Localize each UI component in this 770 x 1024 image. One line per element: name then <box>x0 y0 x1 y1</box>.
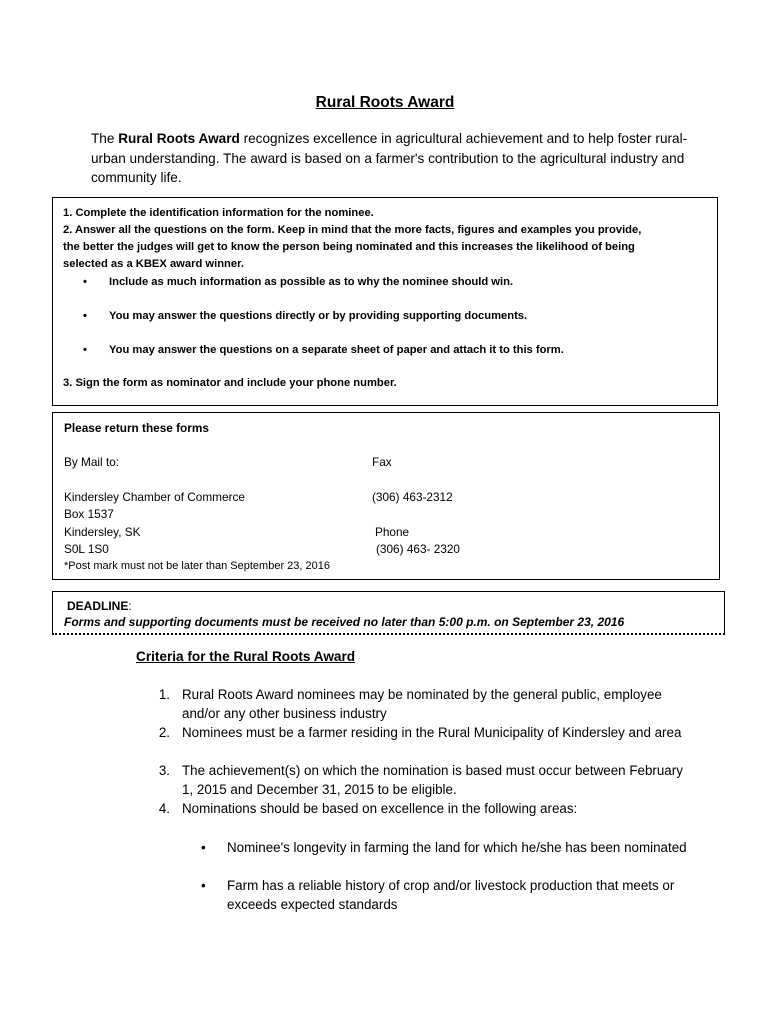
fax-label: Fax <box>372 455 392 469</box>
mail-box: Box 1537 <box>64 507 114 521</box>
bullet-icon: • <box>201 840 206 855</box>
instruction-bullet: • Include as much information as possible as to why the nominee should win. <box>83 276 514 288</box>
postmark-note: *Post mark must not be later than September 23, 2016 <box>64 560 330 572</box>
intro-award-name: Rural Roots Award <box>118 131 240 146</box>
intro-rest: recognizes excellence in agricultural achievement and to help foster rural-urban understanding. The award is based on a farmer's contribution to the agricultural industry and community life. <box>91 131 688 185</box>
criteria-number: 4. <box>158 801 170 816</box>
mail-label: By Mail to: <box>64 455 120 469</box>
mail-postal-code: S0L 1S0 <box>64 542 109 556</box>
phone-number: (306) 463- 2320 <box>376 542 460 556</box>
mail-organization: Kindersley Chamber of Commerce <box>64 490 245 504</box>
criteria-number: 2. <box>158 725 170 740</box>
instruction-3: 3. Sign the form as nominator and include your phone number. <box>63 377 397 389</box>
phone-label: Phone <box>375 525 410 539</box>
instruction-bullet: • You may answer the questions on a separate sheet of paper and attach it to this form. <box>83 344 564 356</box>
criteria-subitem: Farm has a reliable history of crop and/or livestock production that meets or exceeds expected standards <box>227 878 675 912</box>
criteria-item: Rural Roots Award nominees may be nominated by the general public, employee and/or any other business industry <box>182 687 662 721</box>
criteria-item: The achievement(s) on which the nomination is based must occur between February 1, 2015 and December 31, 2015 to be eligible. <box>182 763 683 797</box>
page-title: Rural Roots Award <box>315 94 455 111</box>
return-heading: Please return these forms <box>64 421 209 435</box>
bullet-icon: • <box>83 276 87 288</box>
instruction-1: 1. Complete the identification information for the nominee. <box>63 207 374 219</box>
criteria-number: 1. <box>158 687 170 702</box>
bullet-icon: • <box>83 310 87 322</box>
bullet-icon: • <box>83 344 87 356</box>
instruction-2-line-1: 2. Answer all the questions on the form. Keep in mind that the more facts, figures and examples you provide, <box>63 224 642 236</box>
deadline-text: Forms and supporting documents must be received no later than 5:00 p.m. on September 23, 2016 <box>64 615 625 629</box>
deadline-label: DEADLINE: <box>67 599 132 613</box>
instruction-bullet: • You may answer the questions directly or by providing supporting documents. <box>83 310 528 322</box>
criteria-item: Nominees must be a farmer residing in the Rural Municipality of Kindersley and area <box>182 725 682 740</box>
criteria-item: Nominations should be based on excellence in the following areas: <box>182 801 578 816</box>
fax-number: (306) 463-2312 <box>372 490 453 504</box>
instruction-2-line-2: the better the judges will get to know the person being nominated and this increases the likelihood of being <box>63 241 635 253</box>
intro-prefix: The <box>91 131 119 146</box>
bullet-icon: • <box>201 878 206 893</box>
mail-city: Kindersley, SK <box>64 525 141 539</box>
instruction-2-line-3: selected as a KBEX award winner. <box>63 258 244 270</box>
criteria-title: Criteria for the Rural Roots Award <box>136 649 356 664</box>
criteria-number: 3. <box>158 763 170 778</box>
criteria-subitem: Nominee's longevity in farming the land for which he/she has been nominated <box>227 840 687 855</box>
